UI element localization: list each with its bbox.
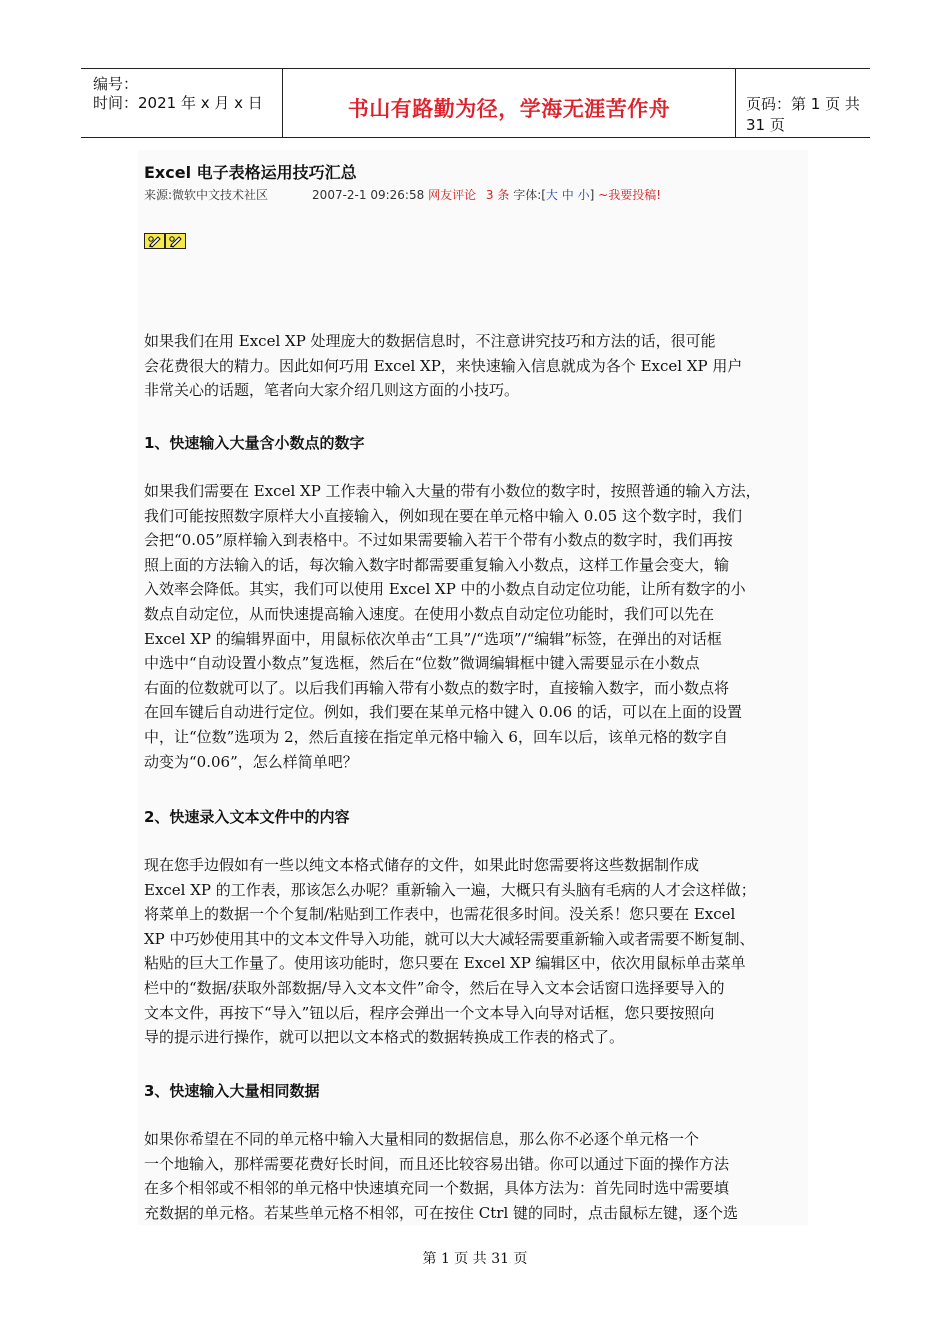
publish-datetime: 2007-2-1 09:26:58 — [312, 188, 425, 202]
paragraph-line: Excel XP 的编辑界面中，用鼠标依次单击“工具”/“选项”/“编辑”标签，在弹出的对话框 — [144, 629, 722, 648]
header-meta-cell — [81, 69, 283, 137]
comments-link[interactable]: 网友评论 — [428, 188, 477, 202]
paragraph-line: 在多个相邻或不相邻的单元格中快速填充同一个数据，具体方法为：首先同时选中需要填 — [144, 1179, 730, 1198]
paragraph-line: 会花费很大的精力。因此如何巧用 Excel XP，来快速输入信息就成为各个 Excel XP 用户 — [144, 356, 743, 375]
paragraph-line: Excel XP 的工作表，那该怎么办呢？重新输入一遍，大概只有头脑有毛病的人才会这样做； — [144, 880, 756, 899]
font-size-medium[interactable]: 中 — [561, 188, 574, 202]
paragraph-line: 如果你希望在不同的单元格中输入大量相同的数据信息，那么你不必逐个单元格一个 — [144, 1130, 700, 1148]
paragraph-line: 现在您手边假如有一些以纯文本格式储存的文件，如果此时您需要将这些数据制作成 — [144, 856, 700, 874]
font-size-small[interactable]: 小 — [577, 188, 590, 202]
section-3-heading: 3、快速输入大量相同数据 — [144, 1082, 320, 1100]
paragraph-line: 在回车键后自动进行定位。例如，我们要在某单元格中键入 0.06 的话，可以在上面的设置 — [144, 703, 742, 722]
font-size-large[interactable]: 大 — [545, 188, 558, 202]
motto: 书山有路勤为径，学海无涯苦作舟 — [347, 97, 671, 121]
paragraph-line: 充数据的单元格。若某些单元格不相邻，可在按住 Ctrl 键的同时，点击鼠标左键，逐个选 — [144, 1203, 739, 1222]
page-number-label: 页码：第 1 页 共 31 页 — [746, 95, 860, 134]
paragraph-line: 粘贴的巨大工作量了。使用该功能时，您只要在 Excel XP 编辑区中，依次用鼠标单击菜单 — [144, 954, 746, 973]
paragraph-line: 非常关心的话题，笔者向大家介绍几则这方面的小技巧。 — [144, 381, 520, 400]
paragraph-line: 动变为“0.06”，怎么样简单吧？ — [144, 752, 358, 771]
submit-article-link[interactable]: ~我要投稿! — [598, 188, 662, 202]
date-label: 时间：2021 年 x 月 x 日 — [93, 94, 263, 112]
paragraph-line: 一个地输入，那样需要花费好长时间，而且还比较容易出错。你可以通过下面的操作方法 — [144, 1154, 730, 1173]
header-page-cell — [736, 69, 870, 137]
pen-edit-icon[interactable] — [144, 233, 165, 249]
article-meta — [144, 186, 661, 203]
paragraph-line: 如果我们在用 Excel XP 处理庞大的数据信息时，不注意讲究技巧和方法的话，很可能 — [144, 332, 716, 350]
paragraph-line: 导的提示进行操作，就可以把以文本格式的数据转换成工作表的格式了。 — [144, 1028, 625, 1047]
intro-paragraph — [144, 329, 804, 403]
paragraph-line: 文本文件，再按下“导入”钮以后，程序会弹出一个文本导入向导对话框，您只要按照向 — [144, 1003, 715, 1022]
paragraph-line: 如果我们需要在 Excel XP 工作表中输入大量的带有小数位的数字时，按照普通的输入方法， — [144, 482, 761, 500]
article-title: Excel 电子表格运用技巧汇总 — [144, 163, 357, 182]
section-3-paragraph — [144, 1127, 804, 1225]
paragraph-line: 数点自动定位，从而快速提高输入速度。在使用小数点自动定位功能时，我们可以先在 — [144, 604, 715, 623]
page-footer: 第 1 页 共 31 页 — [422, 1251, 528, 1267]
paragraph-line: 中，让“位数”选项为 2，然后直接在指定单元格中输入 6，回车以后，该单元格的数字自 — [144, 727, 728, 746]
font-size-close: ] — [589, 188, 595, 202]
section-1-paragraph — [144, 479, 804, 774]
paragraph-line: 会把“0.05”原样输入到表格中。不过如果需要输入若干个带有小数点的数字时，我们再按 — [144, 531, 733, 550]
header-motto-cell — [283, 69, 736, 137]
source-label: 来源:微软中文技术社区 — [144, 188, 269, 202]
pen-edit-icon[interactable] — [165, 233, 186, 249]
document-header — [81, 68, 870, 138]
section-2-paragraph — [144, 853, 804, 1050]
article-body — [138, 150, 808, 1225]
paragraph-line: 入效率会降低。其实，我们可以使用 Excel XP 中的小数点自动定位功能，让所有数字的小 — [144, 580, 746, 599]
font-size-label: 字体:[ — [513, 188, 546, 202]
paragraph-line: 中选中“自动设置小数点”复选框，然后在“位数”微调编辑框中键入需要显示在小数点 — [144, 654, 700, 673]
paragraph-line: 栏中的“数据/获取外部数据/导入文本文件”命令，然后在导入文本会话窗口选择要导入的 — [144, 978, 725, 997]
icon-bar — [144, 233, 186, 249]
paragraph-line: 右面的位数就可以了。以后我们再输入带有小数点的数字时，直接输入数字，而小数点将 — [144, 678, 730, 697]
paragraph-line: 照上面的方法输入的话，每次输入数字时都需要重复输入小数点，这样工作量会变大，输 — [144, 555, 730, 574]
comments-count[interactable]: 3 条 — [485, 188, 510, 202]
paragraph-line: XP 中巧妙使用其中的文本文件导入功能，就可以大大减轻需要重新输入或者需要不断复制、 — [144, 929, 755, 948]
serial-label: 编号： — [93, 75, 139, 93]
section-1-heading: 1、快速输入大量含小数点的数字 — [144, 434, 365, 452]
paragraph-line: 我们可能按照数字原样大小直接输入，例如现在要在单元格中输入 0.05 这个数字时，我们 — [144, 506, 742, 525]
paragraph-line: 将菜单上的数据一个个复制/粘贴到工作表中，也需花很多时间。没关系！您只要在 Excel — [144, 905, 736, 924]
section-2-heading: 2、快速录入文本文件中的内容 — [144, 808, 350, 826]
